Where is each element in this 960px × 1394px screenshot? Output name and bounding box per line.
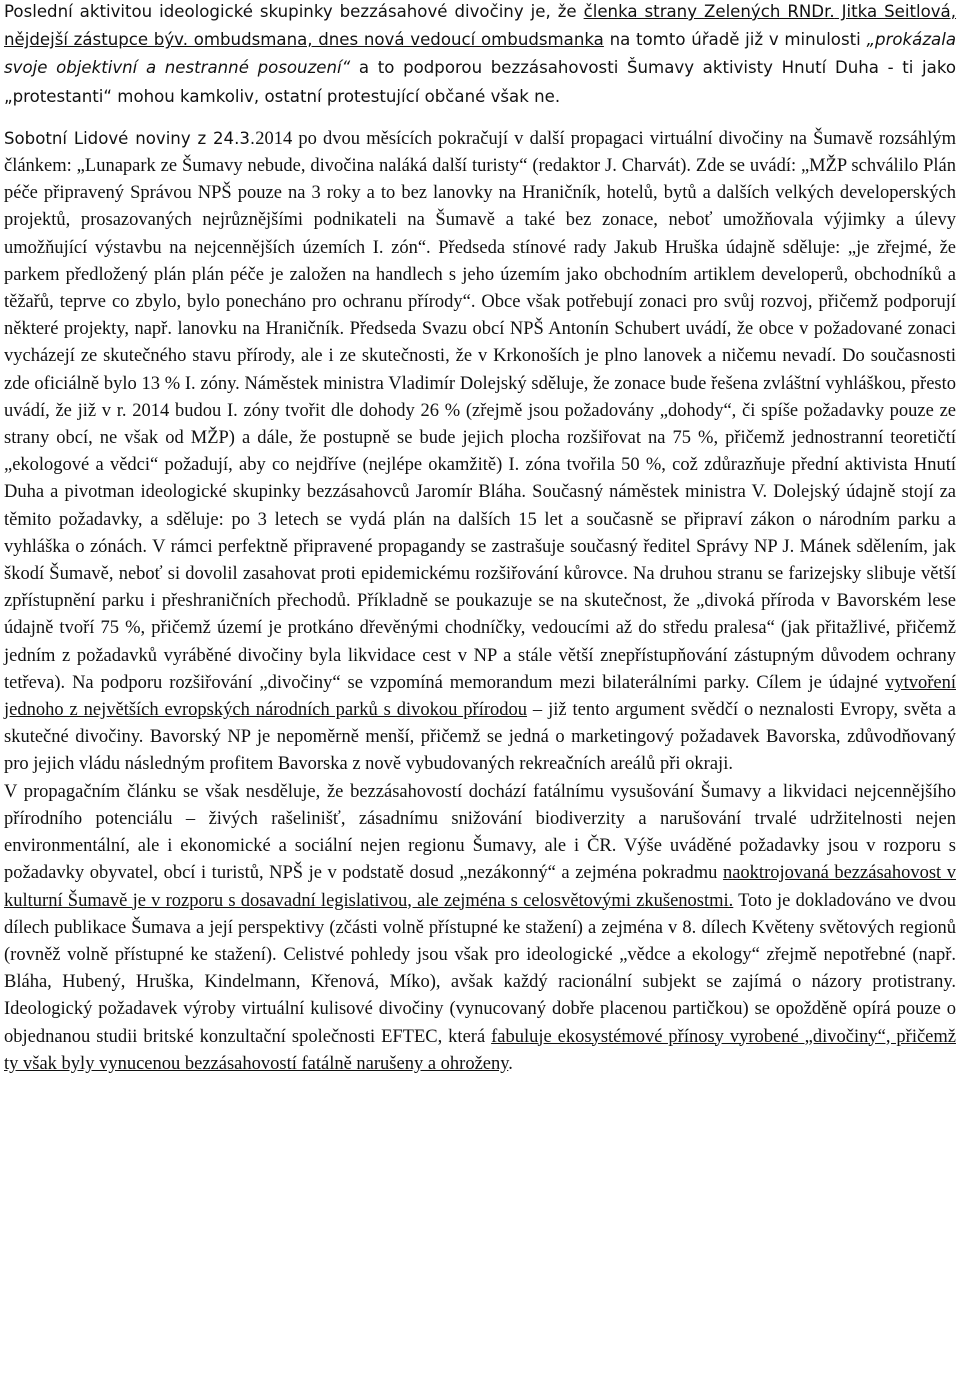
paragraph-ombudsman [4,0,956,111]
paragraph-propaganda [4,779,956,1078]
text-run: . [508,1053,513,1074]
text-run: Poslední aktivitou ideologické skupinky bezzásahové divočiny je, že [4,2,584,21]
underlined-text: Jitka Seitlová, nějdejší zástupce býv. ombudsmana, dnes nová vedoucí ombudsmanka [4,2,957,50]
italic-quote: „prokázala svoje objektivní a nestranné posouzení“ [4,30,956,78]
text-run: Zde se uvádí: „MŽP schválilo Plán péče připravený Správou NPŠ pouze na 3 roky a to bez lanovky na Hraničník, hotelů, bytů a dalších velkých developerských projektů, prosazovaných nejrůznějšími podnikateli na Šumavě a také bez zonace, neboť umožňovala výjimky a úlevy umožňující výstavbu na nejcennějších územích I. zón“. Předseda stínové rady Jakub Hruška údajně sděluje: „je zřejmé, že parkem předložený plán plán péče je založen na handlech s jeho územím jako obchodním artiklem developerů, obchodníků a těžařů, teprve co zbylo, bylo ponecháno pro ochranu přírody“. Obce však potřebují zonaci pro svůj rozvoj, přičemž podporují některé projekty, např. lanovku na Hraničník. Předseda Svazu obcí NPŠ Antonín Schubert uvádí, že obce v požadované zonaci vycházejí ze skutečného stavu přírody, ale i ze skutečnosti, že v Krkonoších je plno lanovek a ničemu nevadí. Do současnosti zde oficiálně bylo 13 % I. zóny. Náměstek ministra Vladimír Dolejský sděluje, že zonace bude řešena zvláštní vyhláškou, přesto uvádí, že již v r. 2014 budou I. zóny tvořit dle dohody 26 % (zřejmě jsou požadovány „dohody“, či spíše požadavky pouze ze strany obcí, ne však od MŽP) a dále, že postupně se bude jejich plocha rozšiřovat na 75 %, přičemž jednostranní teoretičtí „ekologové a vědci“ požadují, aby co nejdříve (nejlépe okamžitě) I. zóna tvořila 50 %, což zdůrazňuje přední aktivista Hnutí Duha a pivotman ideologické skupinky bezzásahovců Jaromír Bláha. Současný náměstek ministra V. Dolejský údajně stojí za těmito požadavky, a sděluje: po 3 letech se vydá plán na dalších 15 let a současně se připraví zákon o národním parku a vyhláška o zónách. V rámci perfektně připravené propagandy se zastrašuje současný ředitel Správy NP J. Mánek sdělením, jak škodí Šumavě, neboť si dovolil zasahovat proti epidemickému rozšiřování kůrovce. Na druhou stranu se farizejsky slibuje větší zpřístupnění parku i přeshraničních přechodů. Příkladně se poukazuje se na skutečnost, že „divoká příroda v Bavorském lese údajně tvoří 75 %, přičemž území je protkáno dřevěnými chodníčky, vedoucími až do středu pralesa“ (jak přitažlivé, přičemž jedním z požadavků vyráběné divočiny byla likvidace cest v NP a stále větší znepřístupňování zástupným důvodem ochrany tetřeva). Na podporu rozšiřování „divočiny“ se vzpomíná memorandum mezi bilaterálními parky. Cílem je údajné [4,156,956,693]
text-run: V propagačním článku se však nesděluje, že bezzásahovostí dochází fatálnímu vysušování Šumavy a likvidaci nejcennějšího přírodního potenciálu – živých rašelinišť, zásadnímu snižování biodiverzity a narušování trvalé udržitelnosti nejen environmentální, ale i ekonomické a sociální nejen regionu Šumavy, ale i ČR. Výše uváděné požadavky jsou v rozporu s požadavky obyvatel, obcí i turistů, NPŠ je v podstatě dosud „nezákonný“ a zejména pokradmu [4,781,956,884]
text-run: 2014 po dvou měsících pokračují v další propagaci virtuální divočiny na Šumavě rozsáhlým článkem: „Lunapark ze Šumavy nebude, divočina naláká další turisty“ (redaktor J. Charvát). [4,128,956,177]
underlined-text: naoktrojovaná bezzásahovost v kulturní Šumavě je v rozporu s dosavadní legislativou, ale zejména s celosvětovými zkušenostmi. [4,863,957,911]
paragraph-lidove-noviny [4,125,956,779]
text-run: – již tento argument svědčí o neznalosti Evropy, světa a skutečné divočiny. Bavorský NP je nepoměrně menší, přičemž se jedná o marketingový požadavek Bavorska, zdůvodňovaný pro jejich vládu následným profitem Bavorska z nově vybudovaných rekreačních areálů při okraji. [4,700,956,775]
underlined-text: vytvoření jednoho z největších evropských národních parků s divokou přírodou [4,672,956,721]
underlined-text: fabuluje ekosystémové přínosy vyrobené „divočiny“, přičemž ty však byly vynucenou bezzásahovostí fatálně narušeny a ohroženy [4,1026,956,1074]
text-run: na tomto úřadě již v minulosti [603,30,867,50]
text-run: Toto je dokladováno ve dvou dílech publikace Šumava a její perspektivy (zčásti volně přístupné ke stažení) a zejména v 8. dílech Květeny světových regionů (rovněž volně přístupné ke stažení). Celistvé pohledy jsou však pro ideologické „vědce a ekology“ zřejmě nepotřebné (např. Bláha, Hubený, Hruška, Kindelmann, Křenová, Míko), avšak každý racionální subjekt se zajímá o názory protistrany. Ideologický požadavek výroby virtuální kulisové divočiny (vynucovaný dobře placenou partičkou) se opožděně opírá pouze o objednanou studii britské konzultační společnosti EFTEC, která [4,890,956,1047]
text-run: Sobotní Lidové noviny z 24.3. [4,128,256,148]
underlined-text: členka strany Zelených RNDr. [583,2,835,21]
text-run: a to podporou bezzásahovosti Šumavy aktivisty Hnutí Duha - ti jako „protestanti“ mohou kamkoliv, ostatní protestující občané však ne. [4,58,956,106]
